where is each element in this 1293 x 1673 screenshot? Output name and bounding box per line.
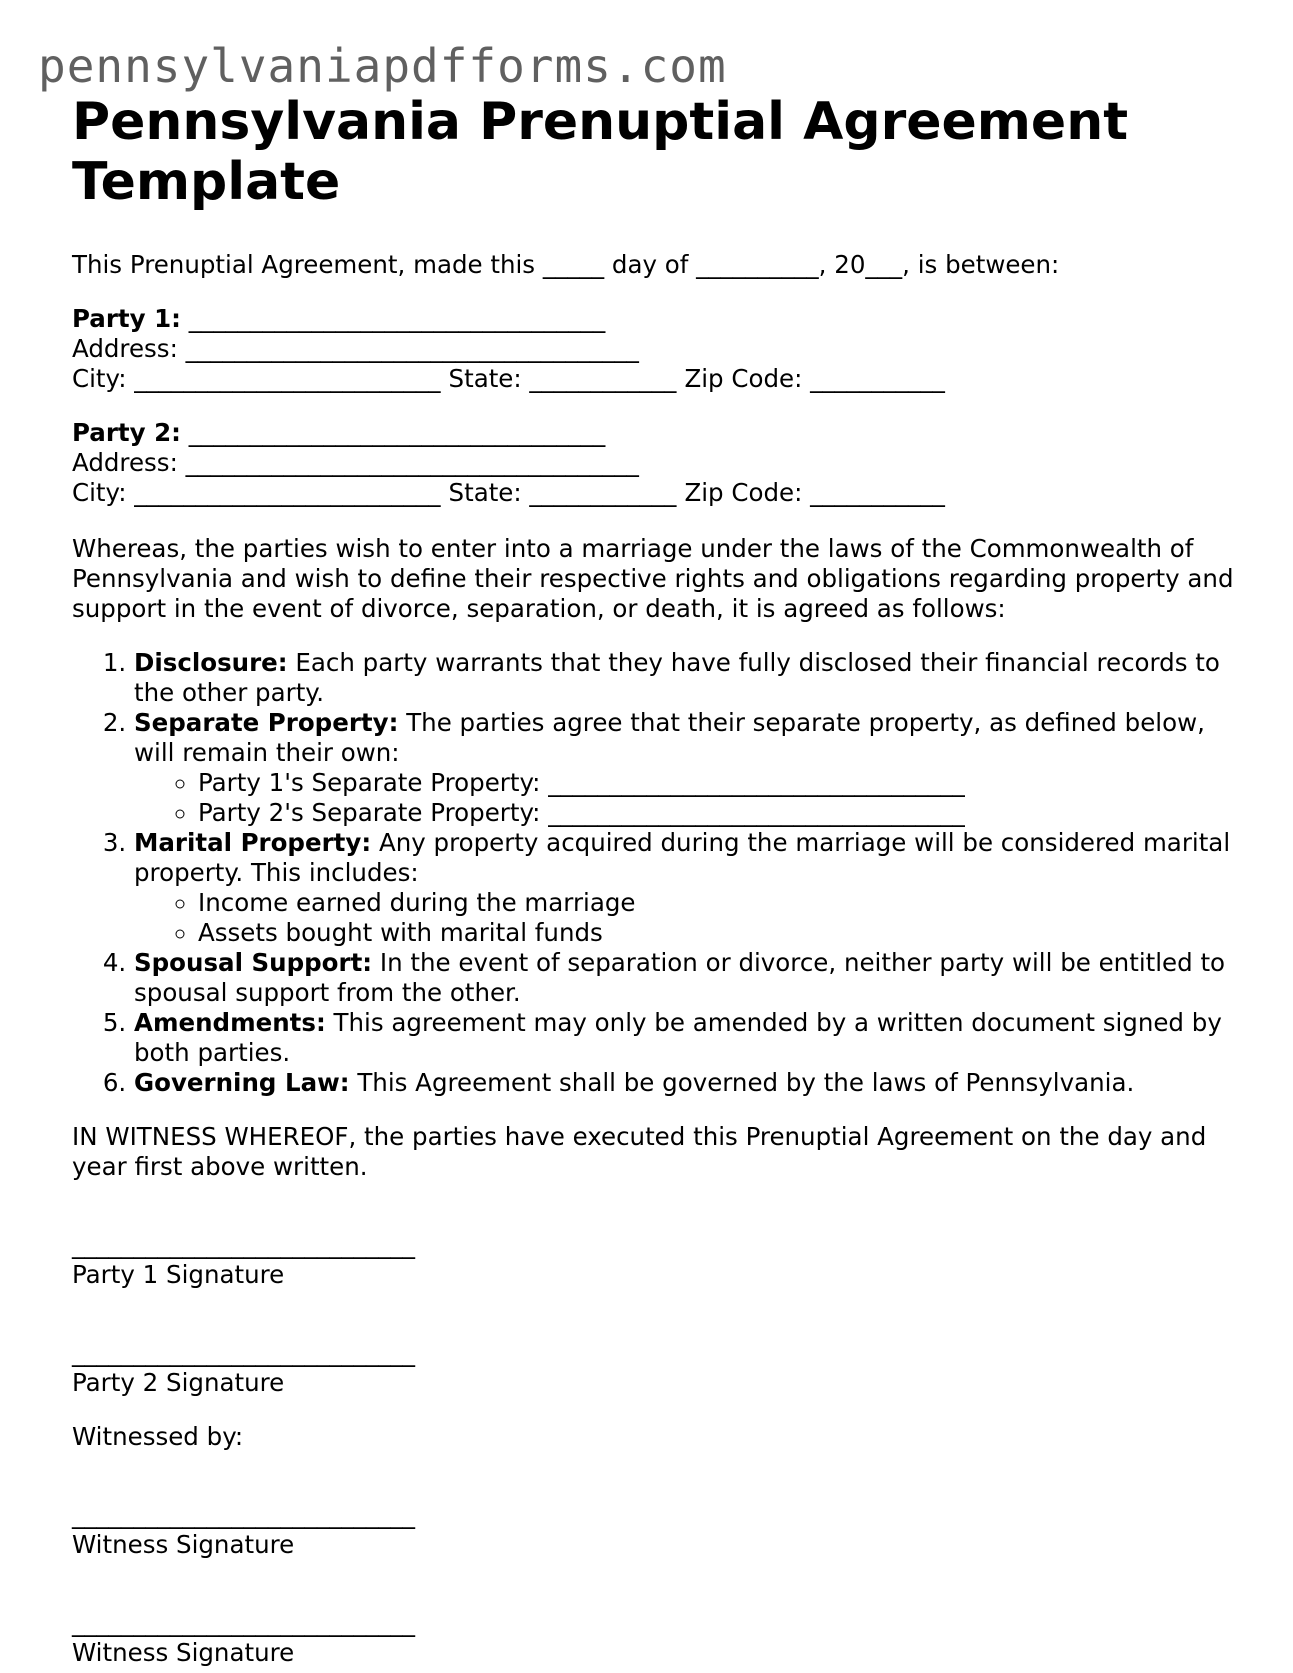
- sub-list: [134, 888, 1242, 948]
- party-2-address-line[interactable]: Address: _____________________________________: [72, 448, 639, 477]
- party-1-state-field[interactable]: State: ____________: [448, 364, 677, 393]
- whereas-paragraph: Whereas, the parties wish to enter into a marriage under the laws of the Commonwealth of Pennsylvania and wish to define their respective rights and obligations regarding property and support in the event of divorce, separation, or death, it is agreed as follows:: [72, 534, 1234, 623]
- signature-caption: Witness Signature: [72, 1638, 295, 1667]
- document-title: Pennsylvania Prenuptial Agreement Template: [72, 92, 1129, 212]
- signature-line[interactable]: ____________________________: [72, 1608, 415, 1637]
- party-2-signature-block: [72, 1338, 1242, 1398]
- party-2-label: Party 2:: [72, 418, 181, 447]
- signature-caption: Witness Signature: [72, 1530, 295, 1559]
- party-2-city-field[interactable]: City: _________________________: [72, 478, 441, 507]
- party-1-zip-field[interactable]: Zip Code: ___________: [684, 364, 945, 393]
- party-1-signature-block: [72, 1230, 1242, 1290]
- party-2-block: [72, 418, 1242, 508]
- sub-list-item: ◦ Assets bought with marital funds: [198, 918, 1242, 948]
- clause-text: Each party warrants that they have fully disclosed their financial records to the other party.: [134, 648, 1220, 707]
- clause-item: [134, 948, 1242, 1008]
- party-2-state-field[interactable]: State: ____________: [448, 478, 677, 507]
- clause-text: Any property acquired during the marriage will be considered marital property. This includes:: [134, 828, 1231, 887]
- clause-title: Governing Law:: [134, 1068, 350, 1097]
- witnessed-by-label: Witnessed by:: [72, 1422, 244, 1451]
- party-2-zip-field[interactable]: Zip Code: ___________: [684, 478, 945, 507]
- party-1-city-field[interactable]: City: _________________________: [72, 364, 441, 393]
- party-1-block: [72, 304, 1242, 394]
- party-1-city-state-zip: [72, 364, 1242, 394]
- intro-line: This Prenuptial Agreement, made this _____ day of __________, 20___, is between:: [72, 250, 1060, 279]
- clause-text: This Agreement shall be governed by the laws of Pennsylvania.: [349, 1068, 1135, 1097]
- clause-item: [134, 1068, 1242, 1098]
- party-1-name-blank[interactable]: __________________________________: [188, 304, 606, 333]
- clause-item: [134, 708, 1242, 828]
- witness-2-signature-block: [72, 1608, 1242, 1668]
- party-2-name-blank[interactable]: __________________________________: [188, 418, 606, 447]
- clause-text: The parties agree that their separate property, as defined below, will remain their own:: [134, 708, 1205, 767]
- witness-1-signature-block: [72, 1500, 1242, 1560]
- clause-item: [134, 1008, 1242, 1068]
- clause-item: [134, 648, 1242, 708]
- sub-list-item[interactable]: ◦ Party 1's Separate Property: __________________________________: [198, 768, 1242, 798]
- clause-title: Spousal Support:: [134, 948, 373, 977]
- signature-caption: Party 1 Signature: [72, 1260, 285, 1289]
- clause-title: Disclosure:: [134, 648, 288, 677]
- clause-title: Marital Property:: [134, 828, 372, 857]
- clause-text: In the event of separation or divorce, neither party will be entitled to spousal support from the other.: [134, 948, 1226, 1007]
- signature-line[interactable]: ____________________________: [72, 1230, 415, 1259]
- sub-list-item: ◦ Income earned during the marriage: [198, 888, 1242, 918]
- signature-caption: Party 2 Signature: [72, 1368, 285, 1397]
- signature-line[interactable]: ____________________________: [72, 1338, 415, 1367]
- watermark: pennsylvaniapdfforms.com: [38, 39, 727, 93]
- signature-line[interactable]: ____________________________: [72, 1500, 415, 1529]
- party-1-address-line[interactable]: Address: _____________________________________: [72, 334, 639, 363]
- party-2-city-state-zip: [72, 478, 1242, 508]
- witness-paragraph: IN WITNESS WHEREOF, the parties have executed this Prenuptial Agreement on the day and year first above written.: [72, 1122, 1207, 1181]
- party-2-name-line: [72, 418, 1242, 448]
- clause-list: [72, 648, 1242, 1098]
- document-body: [72, 92, 1242, 1668]
- clause-title: Separate Property:: [134, 708, 399, 737]
- sub-list-item[interactable]: ◦ Party 2's Separate Property: __________________________________: [198, 798, 1242, 828]
- clause-item: [134, 828, 1242, 948]
- clause-text: This agreement may only be amended by a written document signed by both parties.: [134, 1008, 1222, 1067]
- party-1-name-line: [72, 304, 1242, 334]
- clause-title: Amendments:: [134, 1008, 326, 1037]
- sub-list: [134, 768, 1242, 828]
- party-1-label: Party 1:: [72, 304, 181, 333]
